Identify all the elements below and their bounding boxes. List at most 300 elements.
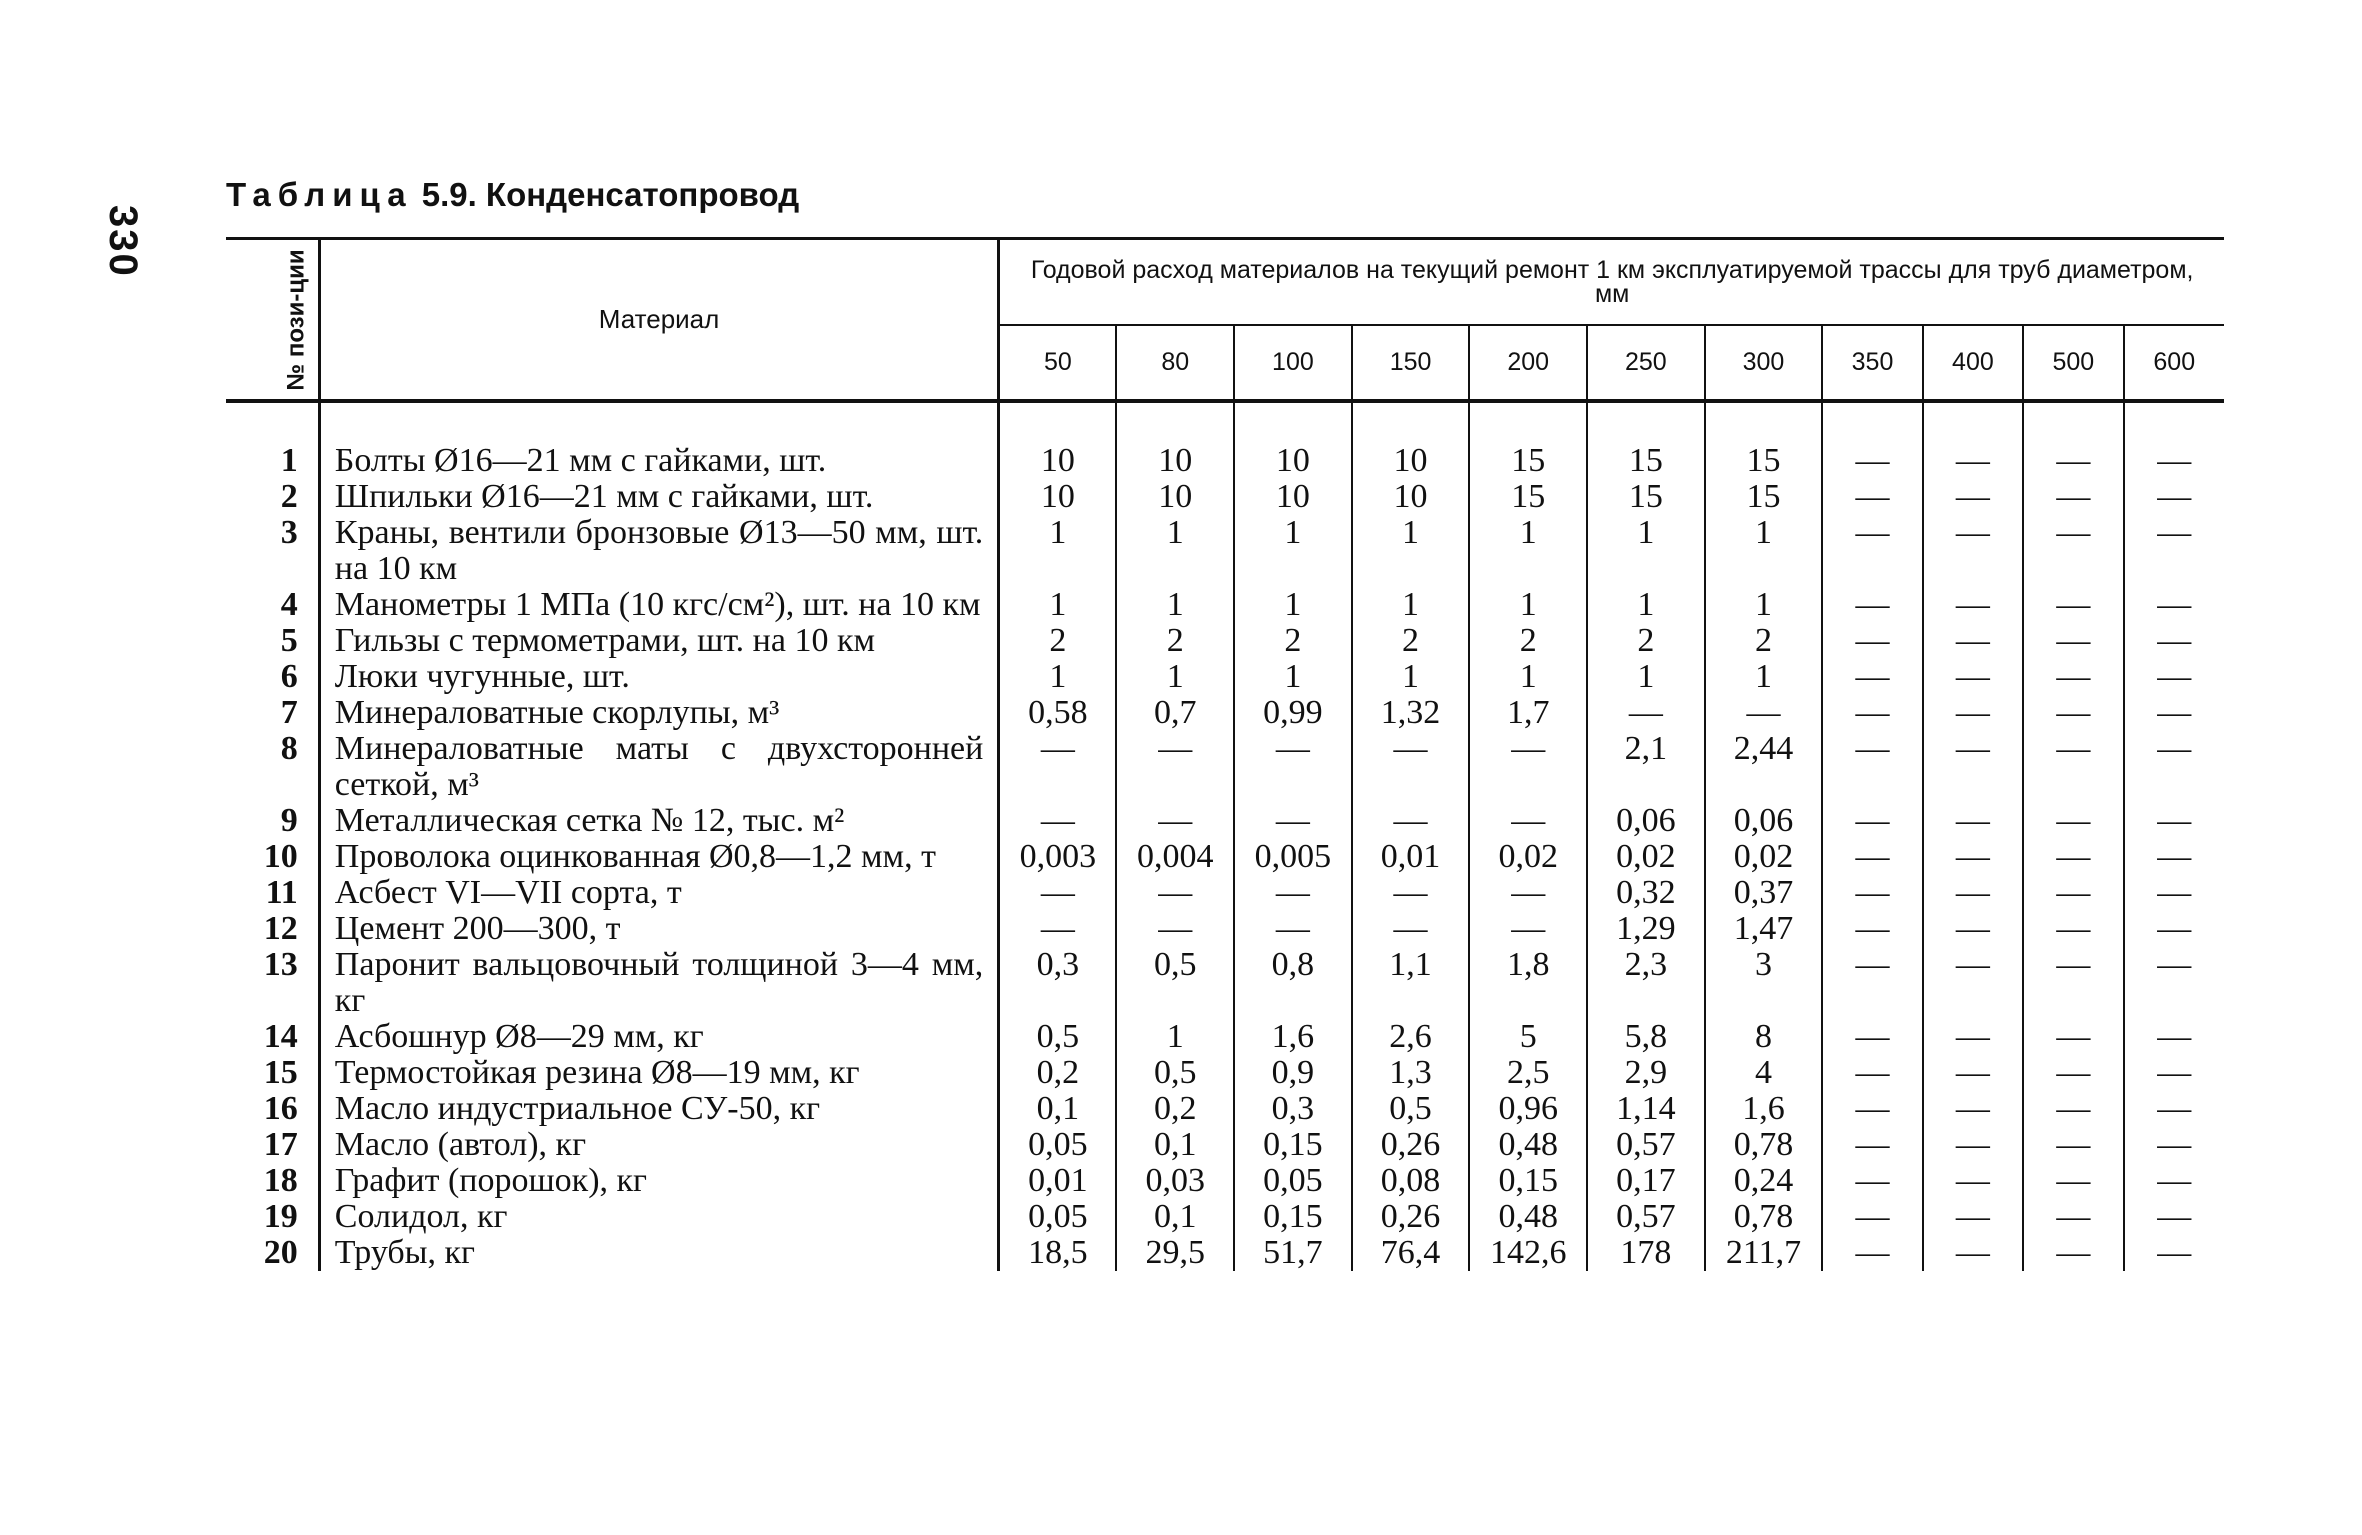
value-cell-500: — <box>2023 695 2123 731</box>
value-cell-250: 15 <box>1587 401 1705 479</box>
value-cell-300: 1 <box>1705 515 1823 587</box>
value-cell-350: — <box>1822 1235 1922 1271</box>
value-cell-500: — <box>2023 1091 2123 1127</box>
value-cell-400: — <box>1923 659 2023 695</box>
value-cell-300: 211,7 <box>1705 1235 1823 1271</box>
value-cell-80: 0,1 <box>1116 1127 1234 1163</box>
value-cell-350: — <box>1822 587 1922 623</box>
value-cell-250: 5,8 <box>1587 1019 1705 1055</box>
value-cell-50: 2 <box>999 623 1117 659</box>
value-cell-80: 29,5 <box>1116 1235 1234 1271</box>
materials-table-container <box>226 237 2224 1271</box>
value-cell-80: 0,004 <box>1116 839 1234 875</box>
value-cell-600: — <box>2157 910 2192 947</box>
value-cell-100: 1 <box>1234 587 1352 623</box>
value-cell-400: — <box>1923 911 2023 947</box>
value-cell-150: 10 <box>1352 401 1470 479</box>
value-cell-400: — <box>1923 875 2023 911</box>
value-cell-100: 0,005 <box>1234 839 1352 875</box>
position-cell: 8 <box>226 731 319 803</box>
value-cell-400: — <box>1923 1127 2023 1163</box>
value-cell-500: — <box>2023 947 2123 1019</box>
table-row <box>226 839 2224 875</box>
value-cell-80: 2 <box>1116 623 1234 659</box>
value-cell-80: — <box>1116 911 1234 947</box>
value-cell-600: — <box>2157 586 2192 623</box>
value-cell-50: 0,3 <box>999 947 1117 1019</box>
value-cell-400: — <box>1923 1163 2023 1199</box>
value-cell-80: — <box>1116 731 1234 803</box>
value-cell-250: 0,32 <box>1587 875 1705 911</box>
material-cell: Проволока оцинкованная Ø0,8—1,2 мм, т <box>319 839 999 875</box>
value-cell-50: — <box>999 803 1117 839</box>
materials-table <box>226 237 2224 1271</box>
value-cell-50: — <box>999 731 1117 803</box>
value-cell-250: 0,57 <box>1587 1199 1705 1235</box>
value-cell-250: 178 <box>1587 1235 1705 1271</box>
value-cell-200: 142,6 <box>1469 1235 1587 1271</box>
value-cell-100: — <box>1234 911 1352 947</box>
table-row <box>226 1019 2224 1055</box>
value-cell-100: — <box>1234 803 1352 839</box>
value-cell-200: 15 <box>1469 479 1587 515</box>
value-cell-100: 0,3 <box>1234 1091 1352 1127</box>
position-cell: 15 <box>226 1055 319 1091</box>
value-cell-50: 0,05 <box>999 1199 1117 1235</box>
value-cell-300: 1 <box>1705 587 1823 623</box>
value-cell-300: 0,24 <box>1705 1163 1823 1199</box>
value-cell-600: — <box>2157 1126 2192 1163</box>
page-number: 330 <box>101 205 145 278</box>
value-cell-500: — <box>2023 479 2123 515</box>
value-cell-350: — <box>1822 947 1922 1019</box>
material-column-header: Материал <box>319 239 999 402</box>
position-cell: 14 <box>226 1019 319 1055</box>
value-cell-250: 1 <box>1587 659 1705 695</box>
diameter-header-350: 350 <box>1822 325 1922 401</box>
position-cell: 20 <box>226 1235 319 1271</box>
value-cell-150: — <box>1352 731 1470 803</box>
value-cell-400: — <box>1923 623 2023 659</box>
position-cell: 19 <box>226 1199 319 1235</box>
value-cell-300: 15 <box>1705 401 1823 479</box>
value-cell-500: — <box>2023 839 2123 875</box>
value-cell-300: 1,47 <box>1705 911 1823 947</box>
value-cell-50: 10 <box>999 479 1117 515</box>
value-cell-500: — <box>2023 515 2123 587</box>
table-row <box>226 401 2224 479</box>
material-cell: Минераловатные маты с двухсторонней сеткой, м³ <box>319 731 999 803</box>
diameter-header-100: 100 <box>1234 325 1352 401</box>
value-cell-150: 1,32 <box>1352 695 1470 731</box>
value-cell-400: — <box>1923 947 2023 1019</box>
position-cell: 13 <box>226 947 319 1019</box>
value-cell-250: 1 <box>1587 587 1705 623</box>
material-cell: Солидол, кг <box>319 1199 999 1235</box>
value-cell-200: 2,5 <box>1469 1055 1587 1091</box>
table-row <box>226 947 2224 1019</box>
value-cell-250: 1,29 <box>1587 911 1705 947</box>
value-cell-250: 2,1 <box>1587 731 1705 803</box>
value-cell-500: — <box>2023 875 2123 911</box>
value-cell-50: 0,2 <box>999 1055 1117 1091</box>
position-cell: 3 <box>226 515 319 587</box>
value-cell-250: 0,57 <box>1587 1127 1705 1163</box>
value-cell-500: — <box>2023 1127 2123 1163</box>
value-cell-600: — <box>2157 838 2192 875</box>
value-cell-100: 0,15 <box>1234 1199 1352 1235</box>
value-cell-600: — <box>2157 694 2192 731</box>
value-cell-400: — <box>1923 803 2023 839</box>
value-cell-250: 1 <box>1587 515 1705 587</box>
value-cell-100: 10 <box>1234 479 1352 515</box>
value-cell-600: — <box>2157 622 2192 659</box>
material-cell: Масло (автол), кг <box>319 1127 999 1163</box>
value-cell-200: 1,8 <box>1469 947 1587 1019</box>
value-cell-80: — <box>1116 875 1234 911</box>
value-cell-50: 0,003 <box>999 839 1117 875</box>
material-cell: Люки чугунные, шт. <box>319 659 999 695</box>
diameter-header-600: 600 <box>2124 325 2224 401</box>
value-cell-350: — <box>1822 1199 1922 1235</box>
position-cell: 10 <box>226 839 319 875</box>
value-cell-500: — <box>2023 911 2123 947</box>
value-cell-80: 0,7 <box>1116 695 1234 731</box>
table-header <box>226 239 2224 402</box>
value-cell-350: — <box>1822 1091 1922 1127</box>
value-cell-400: — <box>1923 401 2023 479</box>
table-row <box>226 623 2224 659</box>
table-body <box>226 401 2224 1271</box>
material-cell: Масло индустриальное СУ-50, кг <box>319 1091 999 1127</box>
value-cell-100: 10 <box>1234 401 1352 479</box>
position-cell: 2 <box>226 479 319 515</box>
value-cell-400: — <box>1923 839 2023 875</box>
value-cell-350: — <box>1822 1055 1922 1091</box>
value-cell-350: — <box>1822 659 1922 695</box>
value-cell-600: — <box>2157 1162 2192 1199</box>
value-cell-400: — <box>1923 515 2023 587</box>
value-cell-350: — <box>1822 623 1922 659</box>
value-cell-250: 1,14 <box>1587 1091 1705 1127</box>
consumption-group-header: Годовой расход материалов на текущий ремонт 1 км эксплуатируемой трассы для труб диаметром, мм <box>999 239 2224 326</box>
material-cell: Металлическая сетка № 12, тыс. м² <box>319 803 999 839</box>
value-cell-100: 1 <box>1234 659 1352 695</box>
diameter-header-200: 200 <box>1469 325 1587 401</box>
material-cell: Термостойкая резина Ø8—19 мм, кг <box>319 1055 999 1091</box>
value-cell-200: 0,96 <box>1469 1091 1587 1127</box>
value-cell-200: 1 <box>1469 659 1587 695</box>
value-cell-350: — <box>1822 479 1922 515</box>
value-cell-300: 1 <box>1705 659 1823 695</box>
value-cell-200: 0,02 <box>1469 839 1587 875</box>
value-cell-50: — <box>999 911 1117 947</box>
value-cell-350: — <box>1822 1127 1922 1163</box>
value-cell-50: 1 <box>999 515 1117 587</box>
value-cell-350: — <box>1822 515 1922 587</box>
value-cell-150: 0,5 <box>1352 1091 1470 1127</box>
position-cell: 11 <box>226 875 319 911</box>
value-cell-400: — <box>1923 1055 2023 1091</box>
table-row <box>226 1235 2224 1271</box>
value-cell-200: 1,7 <box>1469 695 1587 731</box>
diameter-header-300: 300 <box>1705 325 1823 401</box>
value-cell-150: — <box>1352 875 1470 911</box>
value-cell-100: 2 <box>1234 623 1352 659</box>
value-cell-300: 0,78 <box>1705 1199 1823 1235</box>
table-row <box>226 1163 2224 1199</box>
value-cell-80: 1 <box>1116 1019 1234 1055</box>
table-row <box>226 803 2224 839</box>
value-cell-150: 1,3 <box>1352 1055 1470 1091</box>
value-cell-600: — <box>2157 802 2192 839</box>
value-cell-400: — <box>1923 1019 2023 1055</box>
value-cell-200: 1 <box>1469 587 1587 623</box>
value-cell-300: 15 <box>1705 479 1823 515</box>
value-cell-250: 2,9 <box>1587 1055 1705 1091</box>
table-row <box>226 515 2224 587</box>
table-row <box>226 1199 2224 1235</box>
table-row <box>226 1055 2224 1091</box>
position-column-label: № пози-ции <box>282 248 310 391</box>
value-cell-300: 4 <box>1705 1055 1823 1091</box>
value-cell-200: 1 <box>1469 515 1587 587</box>
position-cell: 18 <box>226 1163 319 1199</box>
value-cell-300: 0,02 <box>1705 839 1823 875</box>
value-cell-150: 2 <box>1352 623 1470 659</box>
material-cell: Цемент 200—300, т <box>319 911 999 947</box>
value-cell-150: 0,26 <box>1352 1199 1470 1235</box>
material-cell: Паронит вальцовочный толщиной 3—4 мм, кг <box>319 947 999 1019</box>
value-cell-500: — <box>2023 401 2123 479</box>
value-cell-250: 2,3 <box>1587 947 1705 1019</box>
value-cell-150: 1,1 <box>1352 947 1470 1019</box>
material-cell: Графит (порошок), кг <box>319 1163 999 1199</box>
material-cell: Гильзы с термометрами, шт. на 10 км <box>319 623 999 659</box>
table-row <box>226 911 2224 947</box>
value-cell-300: 1,6 <box>1705 1091 1823 1127</box>
value-cell-300: — <box>1705 695 1823 731</box>
table-row <box>226 479 2224 515</box>
value-cell-250: 0,06 <box>1587 803 1705 839</box>
value-cell-600: — <box>2157 478 2192 515</box>
value-cell-200: 2 <box>1469 623 1587 659</box>
table-row <box>226 731 2224 803</box>
value-cell-300: 3 <box>1705 947 1823 1019</box>
value-cell-600: — <box>2157 1018 2192 1055</box>
value-cell-400: — <box>1923 479 2023 515</box>
value-cell-500: — <box>2023 1199 2123 1235</box>
value-cell-150: 1 <box>1352 515 1470 587</box>
value-cell-80: 0,2 <box>1116 1091 1234 1127</box>
value-cell-500: — <box>2023 1235 2123 1271</box>
value-cell-150: 2,6 <box>1352 1019 1470 1055</box>
table-title-label: Таблица <box>226 176 413 213</box>
value-cell-80: — <box>1116 803 1234 839</box>
value-cell-80: 1 <box>1116 587 1234 623</box>
material-cell: Краны, вентили бронзовые Ø13—50 мм, шт. на 10 км <box>319 515 999 587</box>
value-cell-600: — <box>2157 1234 2192 1271</box>
value-cell-350: — <box>1822 401 1922 479</box>
position-cell: 1 <box>226 401 319 479</box>
value-cell-100: — <box>1234 731 1352 803</box>
value-cell-100: 1,6 <box>1234 1019 1352 1055</box>
value-cell-50: 18,5 <box>999 1235 1117 1271</box>
value-cell-600: — <box>2157 1054 2192 1091</box>
material-cell: Асбест VI—VII сорта, т <box>319 875 999 911</box>
value-cell-150: — <box>1352 803 1470 839</box>
table-title-text: 5.9. Конденсатопровод <box>421 176 800 213</box>
value-cell-200: 5 <box>1469 1019 1587 1055</box>
value-cell-500: — <box>2023 587 2123 623</box>
value-cell-600: — <box>2157 658 2192 695</box>
diameter-header-400: 400 <box>1923 325 2023 401</box>
value-cell-150: 0,01 <box>1352 839 1470 875</box>
value-cell-600: — <box>2157 514 2192 551</box>
value-cell-600: — <box>2157 946 2192 983</box>
position-column-header <box>226 239 319 402</box>
diameter-header-80: 80 <box>1116 325 1234 401</box>
value-cell-200: — <box>1469 803 1587 839</box>
value-cell-500: — <box>2023 803 2123 839</box>
value-cell-150: 1 <box>1352 659 1470 695</box>
value-cell-100: 0,05 <box>1234 1163 1352 1199</box>
value-cell-80: 0,5 <box>1116 1055 1234 1091</box>
value-cell-250: 0,17 <box>1587 1163 1705 1199</box>
value-cell-350: — <box>1822 731 1922 803</box>
value-cell-250: 0,02 <box>1587 839 1705 875</box>
value-cell-350: — <box>1822 1163 1922 1199</box>
diameter-header-50: 50 <box>999 325 1117 401</box>
value-cell-200: 0,48 <box>1469 1199 1587 1235</box>
value-cell-600: — <box>2157 1198 2192 1235</box>
value-cell-300: 0,06 <box>1705 803 1823 839</box>
value-cell-50: 0,1 <box>999 1091 1117 1127</box>
position-cell: 17 <box>226 1127 319 1163</box>
value-cell-600: — <box>2157 730 2192 767</box>
table-row <box>226 875 2224 911</box>
value-cell-80: 0,1 <box>1116 1199 1234 1235</box>
value-cell-150: 0,26 <box>1352 1127 1470 1163</box>
value-cell-50: 10 <box>999 401 1117 479</box>
position-cell: 5 <box>226 623 319 659</box>
value-cell-100: 0,15 <box>1234 1127 1352 1163</box>
value-cell-100: 0,9 <box>1234 1055 1352 1091</box>
value-cell-300: 8 <box>1705 1019 1823 1055</box>
value-cell-80: 10 <box>1116 479 1234 515</box>
value-cell-100: 0,8 <box>1234 947 1352 1019</box>
value-cell-350: — <box>1822 839 1922 875</box>
value-cell-50: 0,5 <box>999 1019 1117 1055</box>
table-title <box>226 176 799 214</box>
material-cell: Болты Ø16—21 мм с гайками, шт. <box>319 401 999 479</box>
value-cell-200: — <box>1469 911 1587 947</box>
value-cell-50: — <box>999 875 1117 911</box>
value-cell-300: 2,44 <box>1705 731 1823 803</box>
value-cell-50: 1 <box>999 659 1117 695</box>
value-cell-250: — <box>1587 695 1705 731</box>
value-cell-400: — <box>1923 1199 2023 1235</box>
value-cell-80: 1 <box>1116 515 1234 587</box>
value-cell-400: — <box>1923 695 2023 731</box>
value-cell-200: 15 <box>1469 401 1587 479</box>
value-cell-500: — <box>2023 1019 2123 1055</box>
value-cell-600: — <box>2157 874 2192 911</box>
value-cell-100: 51,7 <box>1234 1235 1352 1271</box>
position-cell: 12 <box>226 911 319 947</box>
position-cell: 7 <box>226 695 319 731</box>
value-cell-300: 0,78 <box>1705 1127 1823 1163</box>
table-row <box>226 1091 2224 1127</box>
diameter-header-500: 500 <box>2023 325 2123 401</box>
value-cell-50: 1 <box>999 587 1117 623</box>
value-cell-350: — <box>1822 911 1922 947</box>
position-cell: 4 <box>226 587 319 623</box>
value-cell-350: — <box>1822 803 1922 839</box>
value-cell-100: 1 <box>1234 515 1352 587</box>
position-cell: 6 <box>226 659 319 695</box>
value-cell-200: 0,15 <box>1469 1163 1587 1199</box>
diameter-header-250: 250 <box>1587 325 1705 401</box>
value-cell-100: 0,99 <box>1234 695 1352 731</box>
value-cell-100: — <box>1234 875 1352 911</box>
value-cell-300: 0,37 <box>1705 875 1823 911</box>
value-cell-50: 0,58 <box>999 695 1117 731</box>
value-cell-400: — <box>1923 731 2023 803</box>
value-cell-350: — <box>1822 1019 1922 1055</box>
value-cell-150: — <box>1352 911 1470 947</box>
value-cell-50: 0,01 <box>999 1163 1117 1199</box>
value-cell-400: — <box>1923 1091 2023 1127</box>
table-row <box>226 1127 2224 1163</box>
value-cell-50: 0,05 <box>999 1127 1117 1163</box>
value-cell-500: — <box>2023 1055 2123 1091</box>
value-cell-200: — <box>1469 731 1587 803</box>
value-cell-80: 0,5 <box>1116 947 1234 1019</box>
value-cell-500: — <box>2023 659 2123 695</box>
value-cell-250: 15 <box>1587 479 1705 515</box>
value-cell-600: — <box>2157 1090 2192 1127</box>
value-cell-600: — <box>2157 442 2192 479</box>
diameter-header-150: 150 <box>1352 325 1470 401</box>
table-row <box>226 695 2224 731</box>
position-cell: 9 <box>226 803 319 839</box>
value-cell-500: — <box>2023 1163 2123 1199</box>
value-cell-200: — <box>1469 875 1587 911</box>
table-row <box>226 659 2224 695</box>
value-cell-80: 10 <box>1116 401 1234 479</box>
value-cell-80: 1 <box>1116 659 1234 695</box>
value-cell-350: — <box>1822 875 1922 911</box>
material-cell: Манометры 1 МПа (10 кгс/см²), шт. на 10 км <box>319 587 999 623</box>
value-cell-500: — <box>2023 731 2123 803</box>
value-cell-150: 10 <box>1352 479 1470 515</box>
value-cell-150: 1 <box>1352 587 1470 623</box>
value-cell-80: 0,03 <box>1116 1163 1234 1199</box>
value-cell-350: — <box>1822 695 1922 731</box>
material-cell: Шпильки Ø16—21 мм с гайками, шт. <box>319 479 999 515</box>
value-cell-300: 2 <box>1705 623 1823 659</box>
table-row <box>226 587 2224 623</box>
material-cell: Минераловатные скорлупы, м³ <box>319 695 999 731</box>
value-cell-150: 0,08 <box>1352 1163 1470 1199</box>
position-cell: 16 <box>226 1091 319 1127</box>
material-cell: Асбошнур Ø8—29 мм, кг <box>319 1019 999 1055</box>
value-cell-500: — <box>2023 623 2123 659</box>
value-cell-150: 76,4 <box>1352 1235 1470 1271</box>
material-cell: Трубы, кг <box>319 1235 999 1271</box>
value-cell-250: 2 <box>1587 623 1705 659</box>
